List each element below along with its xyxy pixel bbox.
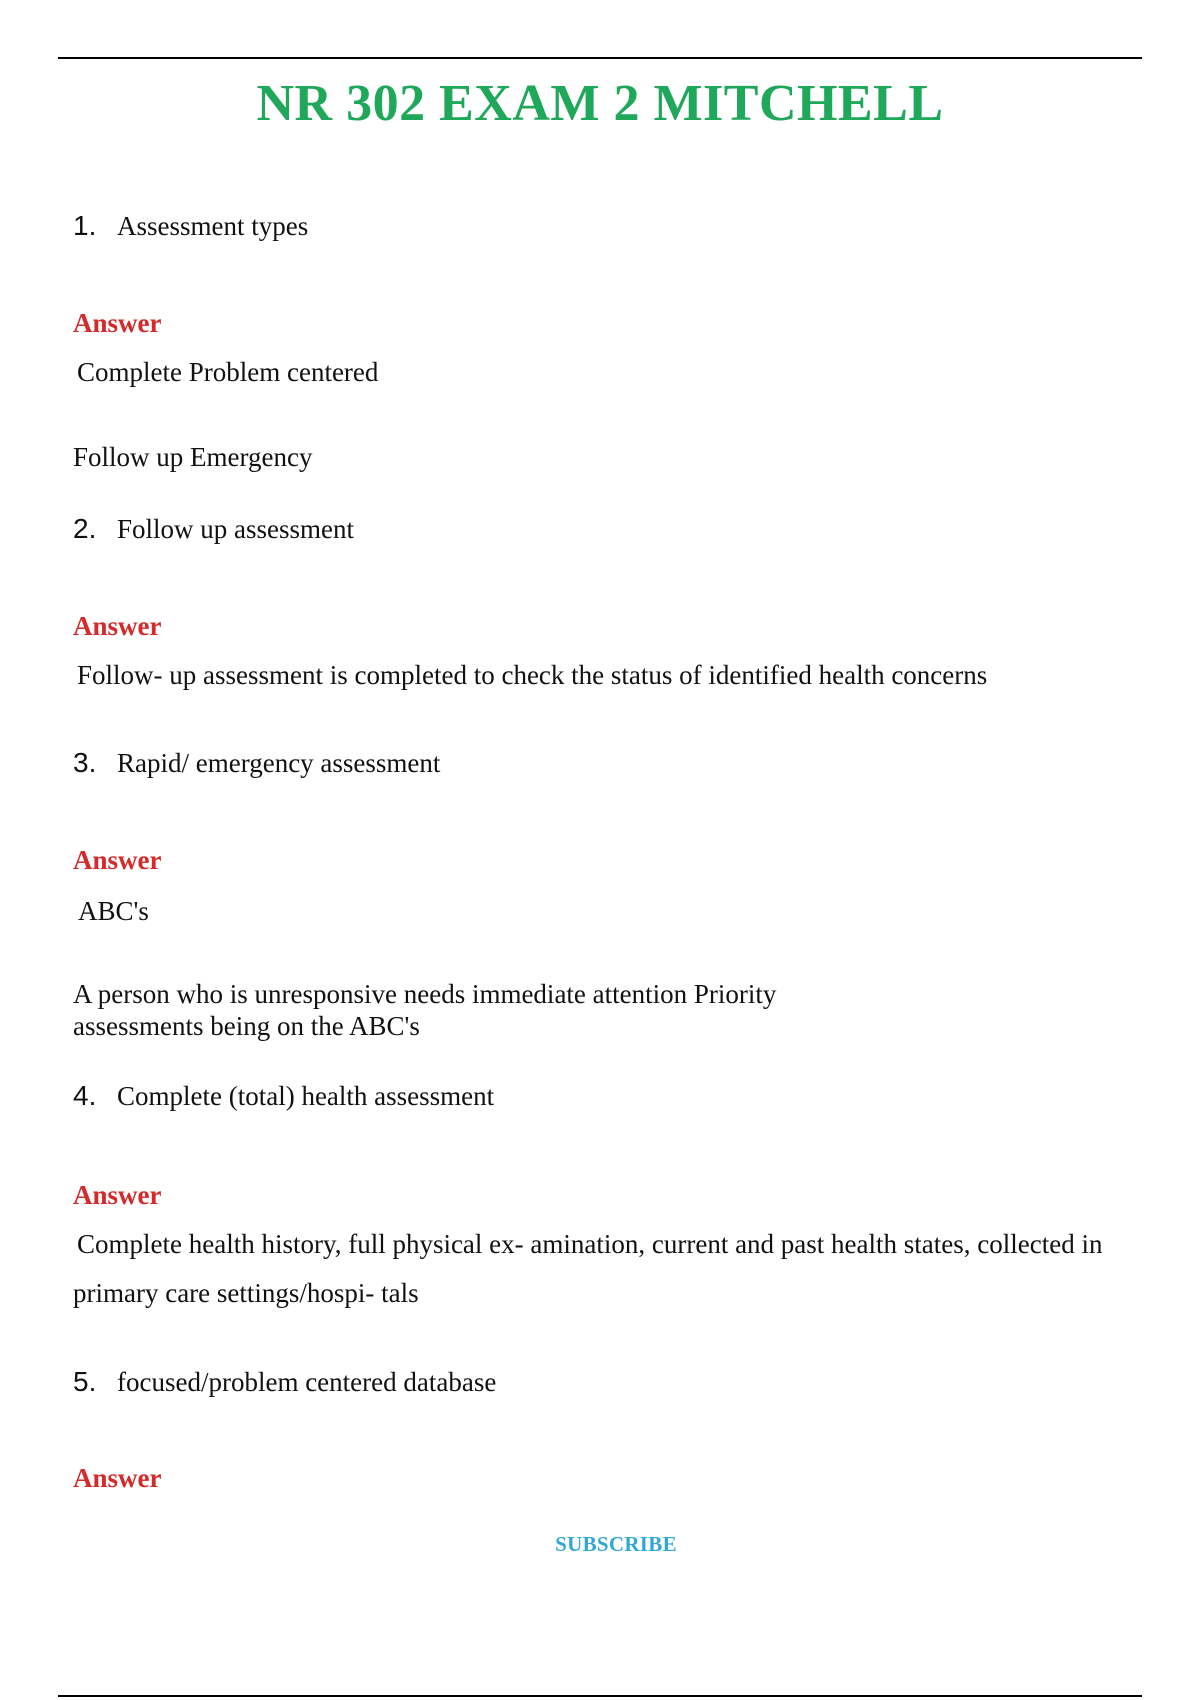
question-text: Rapid/ emergency assessment [117,748,441,778]
answer-label-2: Answer [73,611,162,641]
question-2 [73,513,354,545]
question-number: 4. [73,1080,97,1111]
question-text: Follow up assessment [117,514,355,544]
answer-label-1: Answer [73,308,162,338]
bottom-divider [58,1695,1142,1697]
question-5 [73,1366,496,1398]
question-number: 2. [73,513,97,544]
answer-3-line-2: A person who is unresponsive needs immediate attention Priority assessments being on the ABC's [73,979,777,1041]
question-number: 1. [73,210,97,241]
answer-1-line-1: Complete Problem centered [77,357,379,387]
question-text: focused/problem centered database [117,1367,497,1397]
question-3 [73,747,440,779]
question-text: Complete (total) health assessment [117,1081,495,1111]
question-4 [73,1080,494,1112]
answer-1-line-2: Follow up Emergency [73,442,313,472]
subscribe-link[interactable]: SUBSCRIBE [555,1532,677,1556]
question-number: 3. [73,747,97,778]
answer-label-3: Answer [73,845,162,875]
top-divider [58,57,1142,59]
answer-2-line-1: Follow- up assessment is completed to check the status of identified health concerns [77,660,988,690]
page-title: NR 302 EXAM 2 MITCHELL [256,75,944,132]
question-number: 5. [73,1366,97,1397]
answer-4-line-1: Complete health history, full physical ex- amination, current and past health states, collected in primary care settings/hospi- tals [73,1229,1103,1308]
answer-label-4: Answer [73,1180,162,1210]
question-1 [73,210,308,242]
question-text: Assessment types [117,211,309,241]
answer-label-5: Answer [73,1463,162,1493]
answer-3-line-1: ABC's [78,896,149,926]
